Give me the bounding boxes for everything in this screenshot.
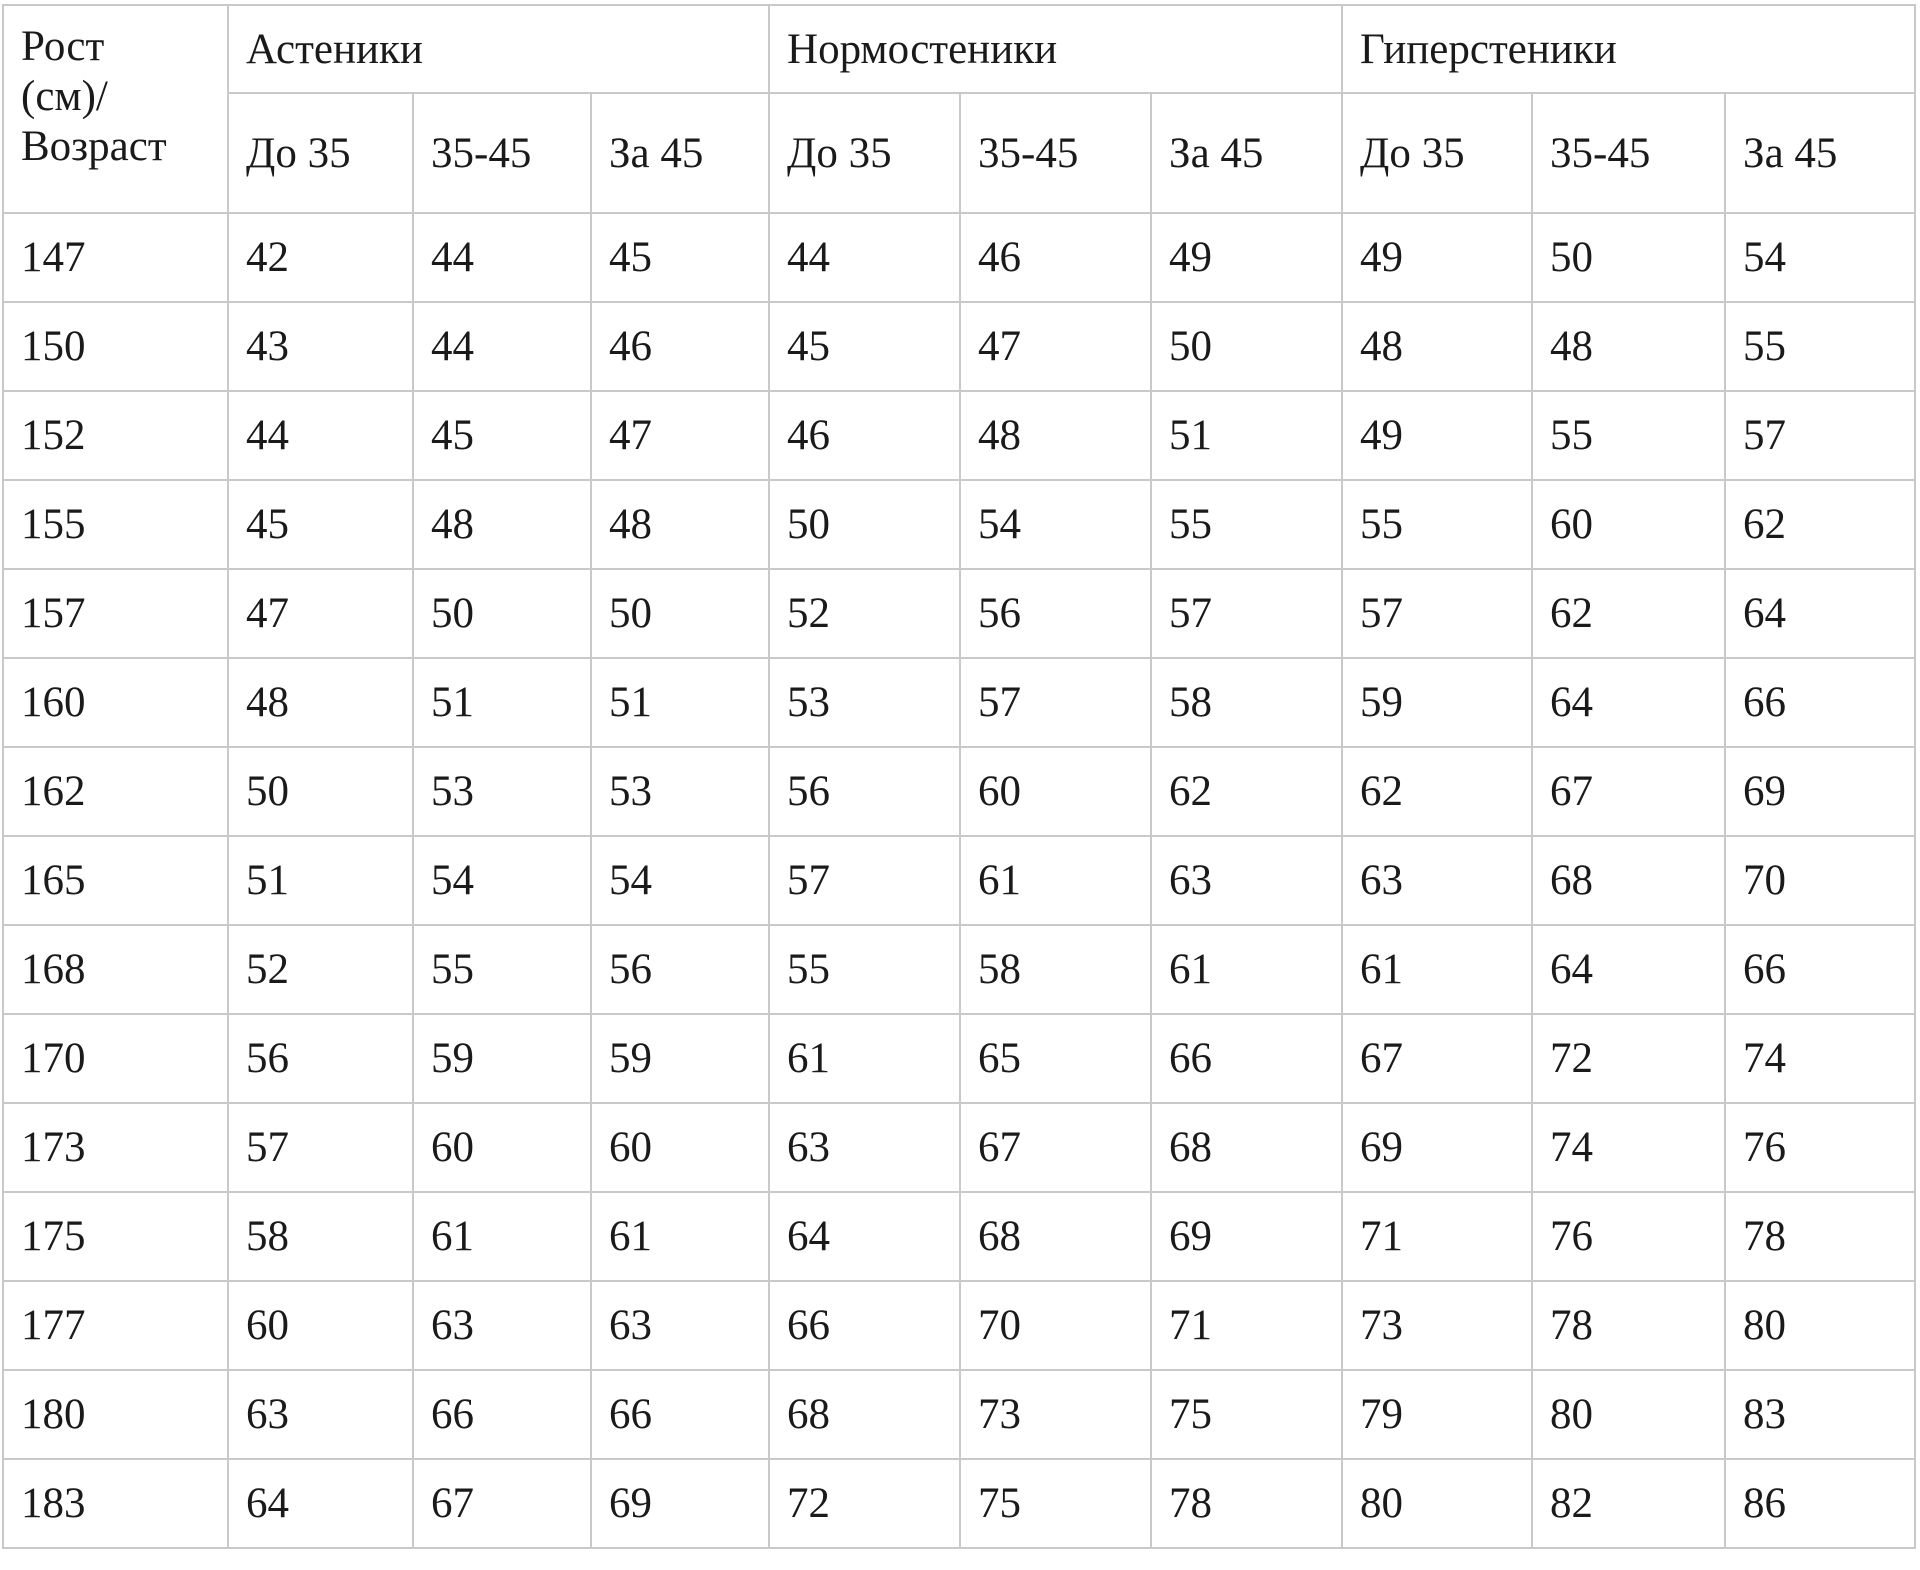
group-header-normosthenic: Нормостеники <box>769 5 1342 93</box>
weight-cell: 74 <box>1725 1014 1915 1103</box>
weight-cell: 75 <box>1151 1370 1342 1459</box>
table-row <box>3 1103 1915 1192</box>
table-row <box>3 569 1915 658</box>
height-cell: 152 <box>3 391 228 480</box>
weight-cell: 56 <box>769 747 960 836</box>
weight-cell: 82 <box>1532 1459 1725 1548</box>
weight-cell: 58 <box>1151 658 1342 747</box>
age-header-cell: До 35 <box>1342 93 1532 213</box>
weight-cell: 57 <box>1151 569 1342 658</box>
weight-cell: 50 <box>1151 302 1342 391</box>
table-row <box>3 480 1915 569</box>
weight-cell: 54 <box>591 836 769 925</box>
age-header-row <box>3 93 1915 213</box>
weight-cell: 66 <box>413 1370 591 1459</box>
weight-cell: 61 <box>1342 925 1532 1014</box>
weight-cell: 66 <box>769 1281 960 1370</box>
weight-cell: 72 <box>769 1459 960 1548</box>
weight-cell: 64 <box>769 1192 960 1281</box>
weight-cell: 70 <box>1725 836 1915 925</box>
weight-cell: 63 <box>769 1103 960 1192</box>
height-cell: 170 <box>3 1014 228 1103</box>
weight-cell: 47 <box>591 391 769 480</box>
height-cell: 155 <box>3 480 228 569</box>
weight-cell: 80 <box>1725 1281 1915 1370</box>
table-row <box>3 925 1915 1014</box>
weight-cell: 61 <box>960 836 1151 925</box>
height-cell: 157 <box>3 569 228 658</box>
height-cell: 173 <box>3 1103 228 1192</box>
weight-cell: 67 <box>1342 1014 1532 1103</box>
weight-cell: 48 <box>413 480 591 569</box>
table-row <box>3 1192 1915 1281</box>
weight-cell: 51 <box>1151 391 1342 480</box>
weight-cell: 69 <box>1725 747 1915 836</box>
weight-cell: 55 <box>1725 302 1915 391</box>
weight-cell: 51 <box>591 658 769 747</box>
height-cell: 165 <box>3 836 228 925</box>
weight-cell: 69 <box>591 1459 769 1548</box>
weight-cell: 48 <box>1342 302 1532 391</box>
weight-cell: 63 <box>1151 836 1342 925</box>
table-row <box>3 1370 1915 1459</box>
weight-cell: 61 <box>1151 925 1342 1014</box>
weight-cell: 74 <box>1532 1103 1725 1192</box>
weight-cell: 67 <box>1532 747 1725 836</box>
weight-cell: 66 <box>1151 1014 1342 1103</box>
weight-cell: 53 <box>591 747 769 836</box>
group-header-asthenic: Астеники <box>228 5 769 93</box>
weight-cell: 67 <box>960 1103 1151 1192</box>
weight-cell: 59 <box>1342 658 1532 747</box>
weight-cell: 55 <box>1342 480 1532 569</box>
corner-header-cell <box>3 5 228 213</box>
weight-cell: 57 <box>769 836 960 925</box>
weight-cell: 64 <box>1532 658 1725 747</box>
weight-cell: 46 <box>769 391 960 480</box>
weight-cell: 76 <box>1725 1103 1915 1192</box>
weight-cell: 57 <box>1342 569 1532 658</box>
weight-cell: 80 <box>1532 1370 1725 1459</box>
weight-cell: 86 <box>1725 1459 1915 1548</box>
table-row <box>3 213 1915 302</box>
weight-cell: 61 <box>591 1192 769 1281</box>
weight-cell: 50 <box>1532 213 1725 302</box>
weight-cell: 68 <box>1151 1103 1342 1192</box>
weight-cell: 68 <box>960 1192 1151 1281</box>
weight-cell: 45 <box>769 302 960 391</box>
weight-cell: 61 <box>413 1192 591 1281</box>
weight-cell: 44 <box>413 302 591 391</box>
weight-cell: 50 <box>228 747 413 836</box>
group-header-row <box>3 5 1915 93</box>
weight-cell: 78 <box>1725 1192 1915 1281</box>
weight-cell: 45 <box>591 213 769 302</box>
weight-cell: 54 <box>1725 213 1915 302</box>
weight-cell: 80 <box>1342 1459 1532 1548</box>
weight-cell: 71 <box>1342 1192 1532 1281</box>
weight-cell: 53 <box>769 658 960 747</box>
weight-cell: 73 <box>1342 1281 1532 1370</box>
weight-cell: 51 <box>228 836 413 925</box>
weight-cell: 60 <box>228 1281 413 1370</box>
weight-cell: 46 <box>960 213 1151 302</box>
table-row <box>3 1281 1915 1370</box>
weight-cell: 52 <box>769 569 960 658</box>
weight-cell: 75 <box>960 1459 1151 1548</box>
height-cell: 147 <box>3 213 228 302</box>
weight-cell: 56 <box>228 1014 413 1103</box>
weight-cell: 69 <box>1151 1192 1342 1281</box>
height-cell: 177 <box>3 1281 228 1370</box>
weight-cell: 53 <box>413 747 591 836</box>
height-cell: 162 <box>3 747 228 836</box>
age-header-cell: За 45 <box>1725 93 1915 213</box>
weight-cell: 55 <box>1151 480 1342 569</box>
age-header-cell: За 45 <box>1151 93 1342 213</box>
age-header-cell: 35-45 <box>960 93 1151 213</box>
height-cell: 180 <box>3 1370 228 1459</box>
height-cell: 168 <box>3 925 228 1014</box>
weight-cell: 42 <box>228 213 413 302</box>
weight-cell: 66 <box>591 1370 769 1459</box>
weight-cell: 44 <box>413 213 591 302</box>
table-row <box>3 302 1915 391</box>
weight-table <box>2 4 1916 1549</box>
age-header-cell: 35-45 <box>1532 93 1725 213</box>
weight-cell: 63 <box>591 1281 769 1370</box>
table-row <box>3 836 1915 925</box>
age-header-cell: 35-45 <box>413 93 591 213</box>
age-header-cell: До 35 <box>228 93 413 213</box>
weight-cell: 60 <box>591 1103 769 1192</box>
weight-cell: 44 <box>769 213 960 302</box>
weight-cell: 49 <box>1342 213 1532 302</box>
weight-cell: 66 <box>1725 658 1915 747</box>
weight-cell: 47 <box>228 569 413 658</box>
weight-cell: 59 <box>413 1014 591 1103</box>
weight-cell: 65 <box>960 1014 1151 1103</box>
weight-cell: 57 <box>228 1103 413 1192</box>
weight-cell: 64 <box>228 1459 413 1548</box>
weight-cell: 72 <box>1532 1014 1725 1103</box>
weight-cell: 68 <box>769 1370 960 1459</box>
weight-cell: 55 <box>1532 391 1725 480</box>
weight-cell: 66 <box>1725 925 1915 1014</box>
weight-cell: 60 <box>1532 480 1725 569</box>
corner-label-line: (см)/ <box>21 73 108 120</box>
weight-cell: 67 <box>413 1459 591 1548</box>
weight-cell: 48 <box>960 391 1151 480</box>
weight-cell: 46 <box>591 302 769 391</box>
weight-cell: 57 <box>960 658 1151 747</box>
weight-cell: 52 <box>228 925 413 1014</box>
height-cell: 175 <box>3 1192 228 1281</box>
weight-cell: 63 <box>1342 836 1532 925</box>
age-header-cell: За 45 <box>591 93 769 213</box>
weight-cell: 49 <box>1151 213 1342 302</box>
table-body <box>3 213 1915 1548</box>
corner-label-line: Рост <box>21 23 105 70</box>
weight-cell: 63 <box>228 1370 413 1459</box>
weight-cell: 57 <box>1725 391 1915 480</box>
group-header-hypersthenic: Гиперстеники <box>1342 5 1915 93</box>
weight-cell: 61 <box>769 1014 960 1103</box>
weight-cell: 58 <box>960 925 1151 1014</box>
weight-cell: 48 <box>228 658 413 747</box>
age-header-cell: До 35 <box>769 93 960 213</box>
weight-cell: 60 <box>960 747 1151 836</box>
weight-cell: 68 <box>1532 836 1725 925</box>
weight-cell: 70 <box>960 1281 1151 1370</box>
table-row <box>3 1459 1915 1548</box>
weight-cell: 71 <box>1151 1281 1342 1370</box>
table-row <box>3 747 1915 836</box>
weight-cell: 44 <box>228 391 413 480</box>
weight-cell: 50 <box>413 569 591 658</box>
corner-label-line: Возраст <box>21 123 167 170</box>
weight-cell: 78 <box>1151 1459 1342 1548</box>
weight-cell: 54 <box>960 480 1151 569</box>
table-row <box>3 658 1915 747</box>
height-cell: 160 <box>3 658 228 747</box>
weight-cell: 79 <box>1342 1370 1532 1459</box>
weight-cell: 62 <box>1151 747 1342 836</box>
table-row <box>3 1014 1915 1103</box>
weight-cell: 64 <box>1532 925 1725 1014</box>
weight-cell: 45 <box>228 480 413 569</box>
weight-cell: 76 <box>1532 1192 1725 1281</box>
weight-cell: 78 <box>1532 1281 1725 1370</box>
weight-cell: 64 <box>1725 569 1915 658</box>
weight-cell: 59 <box>591 1014 769 1103</box>
table-row <box>3 391 1915 480</box>
weight-cell: 48 <box>1532 302 1725 391</box>
weight-cell: 43 <box>228 302 413 391</box>
weight-cell: 62 <box>1342 747 1532 836</box>
weight-cell: 56 <box>960 569 1151 658</box>
weight-cell: 50 <box>591 569 769 658</box>
weight-cell: 63 <box>413 1281 591 1370</box>
height-cell: 183 <box>3 1459 228 1548</box>
weight-cell: 45 <box>413 391 591 480</box>
weight-cell: 48 <box>591 480 769 569</box>
weight-cell: 50 <box>769 480 960 569</box>
weight-cell: 51 <box>413 658 591 747</box>
weight-cell: 60 <box>413 1103 591 1192</box>
weight-cell: 58 <box>228 1192 413 1281</box>
weight-cell: 55 <box>413 925 591 1014</box>
weight-cell: 83 <box>1725 1370 1915 1459</box>
weight-cell: 56 <box>591 925 769 1014</box>
weight-cell: 62 <box>1532 569 1725 658</box>
weight-cell: 47 <box>960 302 1151 391</box>
weight-cell: 62 <box>1725 480 1915 569</box>
weight-cell: 55 <box>769 925 960 1014</box>
height-cell: 150 <box>3 302 228 391</box>
weight-cell: 49 <box>1342 391 1532 480</box>
weight-cell: 73 <box>960 1370 1151 1459</box>
weight-cell: 69 <box>1342 1103 1532 1192</box>
weight-cell: 54 <box>413 836 591 925</box>
